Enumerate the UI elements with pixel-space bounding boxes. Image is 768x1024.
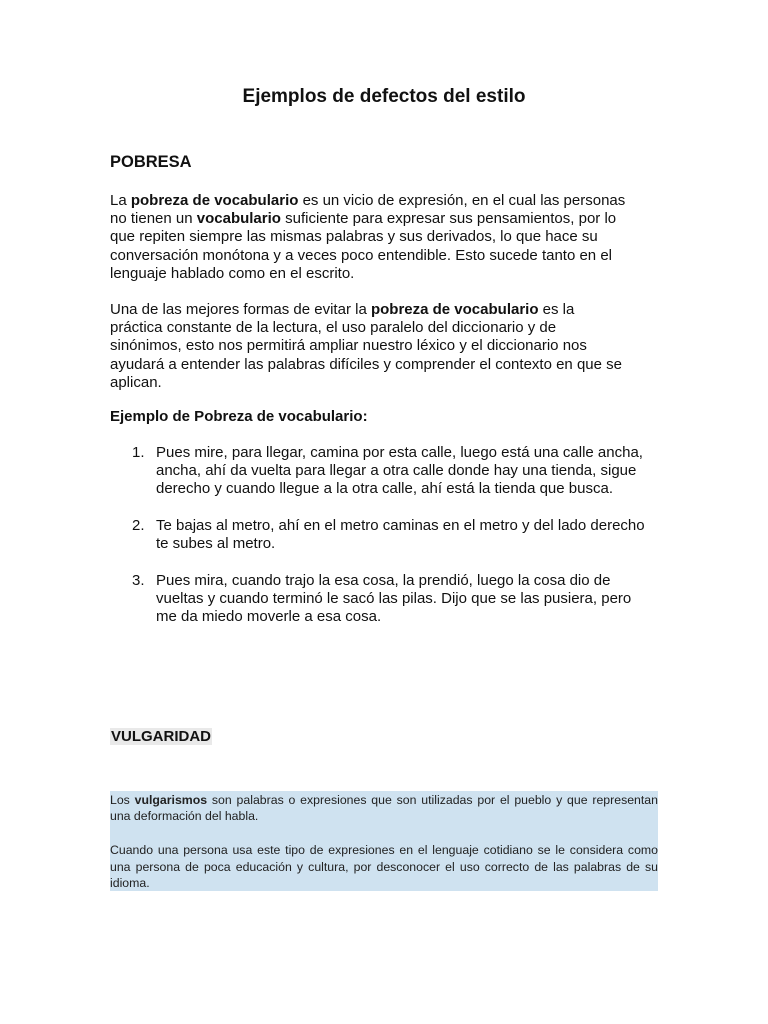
document-title: Ejemplos de defectos del estilo [242, 86, 526, 107]
paragraph-pobreza-definition: La pobreza de vocabulario es un vicio de expresión, en el cual las personas no tienen un vocabulario suficiente para expresar sus pensamientos, por lo que repiten siempre las mismas palabras y sus derivados, lo que hace su conversación monótona y a veces poco entendible. Esto sucede tanto en el lenguaje hablado como en el escrito. [110, 192, 626, 282]
section-heading-pobresa: POBRESA [110, 153, 192, 171]
list-item [110, 572, 650, 627]
list-item [110, 517, 650, 553]
list-item-text: Pues mire, para llegar, camina por esta calle, luego está una calle ancha, ancha, ahí da vuelta para llegar a otra calle donde hay una tienda, sigue derecho y cuando llegue a la otra calle, ahí está la tienda que busca. [156, 444, 643, 498]
vulgarismos-highlight-box [110, 791, 658, 891]
paragraph-pobreza-remedy: Una de las mejores formas de evitar la pobreza de vocabulario es la práctica constante de la lectura, el uso paralelo del diccionario y de sinónimos, esto nos permitirá ampliar nuestro léxico y el diccionario nos ayudará a entender las palabras difíciles y comprender el contexto en que se aplican. [110, 301, 622, 391]
list-item-number: 3. [132, 571, 145, 589]
list-item-number: 1. [132, 444, 145, 461]
list-item-number: 2. [132, 517, 145, 534]
paragraph-spacer [110, 824, 658, 841]
paragraph-vulgarismos-consequence: Cuando una persona usa este tipo de expresiones en el lenguaje cotidiano se le considera como una persona de poca educación y cultura, por desconocer el uso correcto de las palabras de su idioma. [110, 843, 658, 890]
list-item-text: Pues mira, cuando trajo la esa cosa, la prendió, luego la cosa dio de vueltas y cuando terminó le sacó las pilas. Dijo que se las pusiera, pero me da miedo moverle a esa cosa. [156, 571, 632, 626]
example-title: Ejemplo de Pobreza de vocabulario: [110, 408, 368, 425]
section-heading-vulgaridad: VULGARIDAD [111, 728, 211, 745]
example-list [110, 444, 650, 645]
paragraph-vulgarismos-definition: Los vulgarismos son palabras o expresiones que son utilizadas por el pueblo y que representan una deformación del habla. [110, 793, 658, 824]
list-item-text: Te bajas al metro, ahí en el metro caminas en el metro y del lado derecho te subes al metro. [156, 517, 645, 553]
list-item [110, 444, 650, 499]
